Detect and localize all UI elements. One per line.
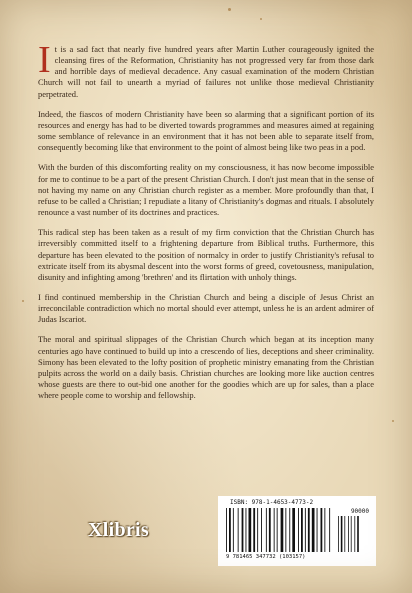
barcode-bar	[238, 508, 239, 552]
barcode-bar	[233, 508, 234, 552]
barcode-bar	[308, 508, 310, 552]
barcode-bar	[292, 508, 295, 552]
paper-speck	[260, 18, 262, 20]
barcode-bar	[242, 508, 244, 552]
barcode-bar	[261, 508, 262, 552]
barcode-bar	[305, 508, 306, 552]
paragraph-6: The moral and spiritual slippages of the Christian Church which began at its inception many centuries ago have continued to build up into a crescendo of lies, deceptions and sheer criminality. Simony has been elevated to the lofty position of prophetic ministry emanating from the Christian pulpits across the world on a daily basis. Christian churches are looking more like auction centres whose guests are there to out-bid one another for the goodies which are up for sales, than a place where people come to worship and fellowship.	[38, 334, 374, 401]
isbn-label: ISBN: 978-1-4653-4773-2	[230, 499, 314, 506]
price-code: 90000	[350, 508, 369, 515]
barcode-bar	[269, 508, 271, 552]
paragraph-1	[38, 39, 374, 100]
barcode-bar	[274, 508, 275, 552]
barcode-bar	[253, 508, 255, 552]
barcode-addon-bar	[338, 516, 339, 552]
paragraph-3: With the burden of this discomforting reality on my consciousness, it has now become impossible for me to continue to be a part of the present Christian Church. I don't just mean that in the sense of not having my name on any Christian church register as a member. More profoundly than that, I refuse to be called a Christian; I repudiate a litany of Christianity's dogmas and rituals. I absolutely renounce a vast number of its doctrines and practices.	[38, 162, 374, 218]
barcode-bars	[226, 508, 366, 552]
paragraph-5: I find continued membership in the Christian Church and being a disciple of Jesus Christ an irreconcilable contradiction which no mortal should ever attempt, unless he is an ardent admirer of Judas Iscariot.	[38, 291, 374, 325]
barcode-addon-bar	[344, 516, 345, 552]
barcode-bar	[281, 508, 284, 552]
barcode-addon-bar	[348, 516, 349, 552]
barcode-bar	[249, 508, 252, 552]
paper-speck	[392, 420, 394, 422]
paper-speck	[22, 300, 24, 302]
paper-speck	[228, 8, 231, 11]
drop-cap: I	[38, 39, 51, 81]
barcode-bar	[301, 508, 303, 552]
barcode-bar	[321, 508, 323, 552]
paragraph-4: This radical step has been taken as a result of my firm conviction that the Christian Church has irreversibly committed itself to a frightening departure from Biblical truths. Furthermore, this departure has been elevated to the position of normalcy in order to justify Christianity's refusal to extricate itself from its abysmal descent into the worst forms of greed, covetousness, manipulation, disunity and infighting among 'brethren' and its flirtation with unholy things.	[38, 227, 374, 282]
paragraph-2: Indeed, the fiascos of modern Christianity have been so alarming that a significant portion of its resources and energy has had to be diverted towards programmes and measures aimed at regaining some semblance of relevance in an environment that it has not been able to separate itself from, consequently becoming like that environment to the point of almost being like two peas in a pod.	[38, 108, 374, 153]
barcode-addon-bar	[354, 516, 355, 552]
barcode-bar	[277, 508, 278, 552]
barcode-bar	[317, 508, 318, 552]
isbn-barcode	[218, 496, 376, 566]
barcode-bar	[312, 508, 315, 552]
paragraph-1-text: t is a sad fact that nearly five hundred years after Martin Luther courageously ignited the cleansing fires of the Reformation, Christianity has not progressed very far from those dark and horrible days of medieval decadence. Any casual examination of the modern Christian Church will not fail to unearth a myriad of failures not unlike those medieval Christianity perpetrated.	[38, 44, 374, 99]
barcode-bar	[226, 508, 227, 552]
barcode-bar	[298, 508, 299, 552]
barcode-addon-bar	[357, 516, 359, 552]
barcode-bar	[229, 508, 231, 552]
barcode-addon-bar	[351, 516, 352, 552]
barcode-addon-bar	[341, 516, 343, 552]
barcode-bar	[285, 508, 286, 552]
blurb-text	[38, 39, 374, 410]
barcode-bar	[257, 508, 258, 552]
barcode-bar	[266, 508, 267, 552]
barcode-bar	[324, 508, 325, 552]
barcode-bar	[329, 508, 330, 552]
barcode-digits: 9 781465 347732 (103157)	[226, 554, 306, 560]
barcode-bar	[289, 508, 290, 552]
publisher-logo: Xlibris	[88, 519, 149, 541]
barcode-bar	[246, 508, 247, 552]
